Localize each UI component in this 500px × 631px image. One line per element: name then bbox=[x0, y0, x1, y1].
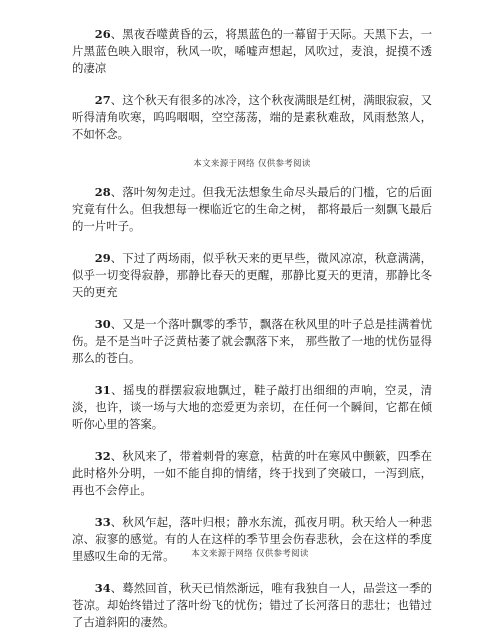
paragraph-number: 30 bbox=[94, 317, 111, 331]
paragraph-27 bbox=[72, 92, 432, 143]
paragraph-text: 、落叶匆匆走过。但我无法想象生命尽头最后的门槛，它的后面究竟有什么。但我想每一棵临近它的生命之树， 都将最后一刻飘飞最后的一片叶子。 bbox=[72, 185, 432, 233]
source-notice: 本文来源于网络 仅供参考阅读 bbox=[193, 159, 311, 169]
paragraph-31 bbox=[72, 382, 432, 433]
paragraph-text: 、摇曳的群摆寂寂地飘过，鞋子敲打出细细的声响，空灵，清淡，也许，谈一场与大地的恋爱更为亲切，在任何一个瞬间，它都在倾听你心里的答案。 bbox=[72, 383, 432, 431]
paragraph-text: 、又是一个落叶飘零的季节，飘落在秋风里的叶子总是挂满着忧伤。是不是当叶子泛黄枯萎了就会飘落下来， 那些散了一地的忧伤显得那么的苍白。 bbox=[72, 317, 432, 365]
paragraph-text: 、黑夜吞噬黄昏的云，将黑蓝色的一幕留于天际。天黑下去，一片黑蓝色映入眼帘，秋风一吹，唏嘘声想起，风吹过，麦浪，捉摸不透的凄凉 bbox=[72, 27, 432, 75]
paragraph-number: 34 bbox=[94, 581, 111, 595]
footer-source-notice: 本文来源于网络 仅供参考阅读 bbox=[191, 549, 309, 559]
paragraph-34 bbox=[72, 580, 432, 631]
paragraph-number: 29 bbox=[94, 251, 111, 265]
paragraph-number: 28 bbox=[94, 185, 111, 199]
paragraph-number: 31 bbox=[94, 383, 111, 397]
paragraph-text: 、蓦然回首，秋天已悄然渐远，唯有我独自一人，品尝这一季的苍凉。却始终错过了落叶纷飞的忧伤；错过了长河落日的悲壮；也错过了古道斜阳的凄然。 bbox=[72, 581, 432, 629]
paragraph-text: 、这个秋天有很多的冰冷，这个秋夜满眼是红树，满眼寂寂，又听得清角吹寒，呜呜咽咽，空空荡荡，端的是素秋难敌，风雨愁煞人，不如怀念。 bbox=[72, 93, 432, 141]
paragraph-30 bbox=[72, 316, 432, 367]
paragraph-number: 27 bbox=[94, 93, 111, 107]
paragraph-26 bbox=[72, 26, 432, 77]
paragraph-29 bbox=[72, 250, 432, 301]
paragraph-text: 、秋风来了，带着刺骨的寒意，枯黄的叶在寒风中颤簌，四季在此时格外分明，一如不能自抑的情绪，终于找到了突破口，一泻到底，再也不会停止。 bbox=[72, 449, 432, 497]
paragraph-28 bbox=[72, 184, 432, 235]
paragraph-number: 33 bbox=[94, 515, 111, 529]
paragraph-32 bbox=[72, 448, 432, 499]
paragraph-text: 、下过了两场雨，似乎秋天来的更早些，微风凉凉，秋意满满，似乎一切变得寂静，那静比春天的更醒，那静比夏天的更清，那静比冬天的更充 bbox=[72, 251, 432, 299]
paragraph-number: 26 bbox=[94, 27, 111, 41]
paragraph-number: 32 bbox=[94, 449, 111, 463]
paragraph-text: 、秋风乍起，落叶归根；静水东流，孤夜月明。秋天给人一种悲凉、寂寥的感觉。有的人在这样的季节里会伤春悲秋，会在这样的季度里感叹生命的无常。 bbox=[72, 515, 432, 563]
